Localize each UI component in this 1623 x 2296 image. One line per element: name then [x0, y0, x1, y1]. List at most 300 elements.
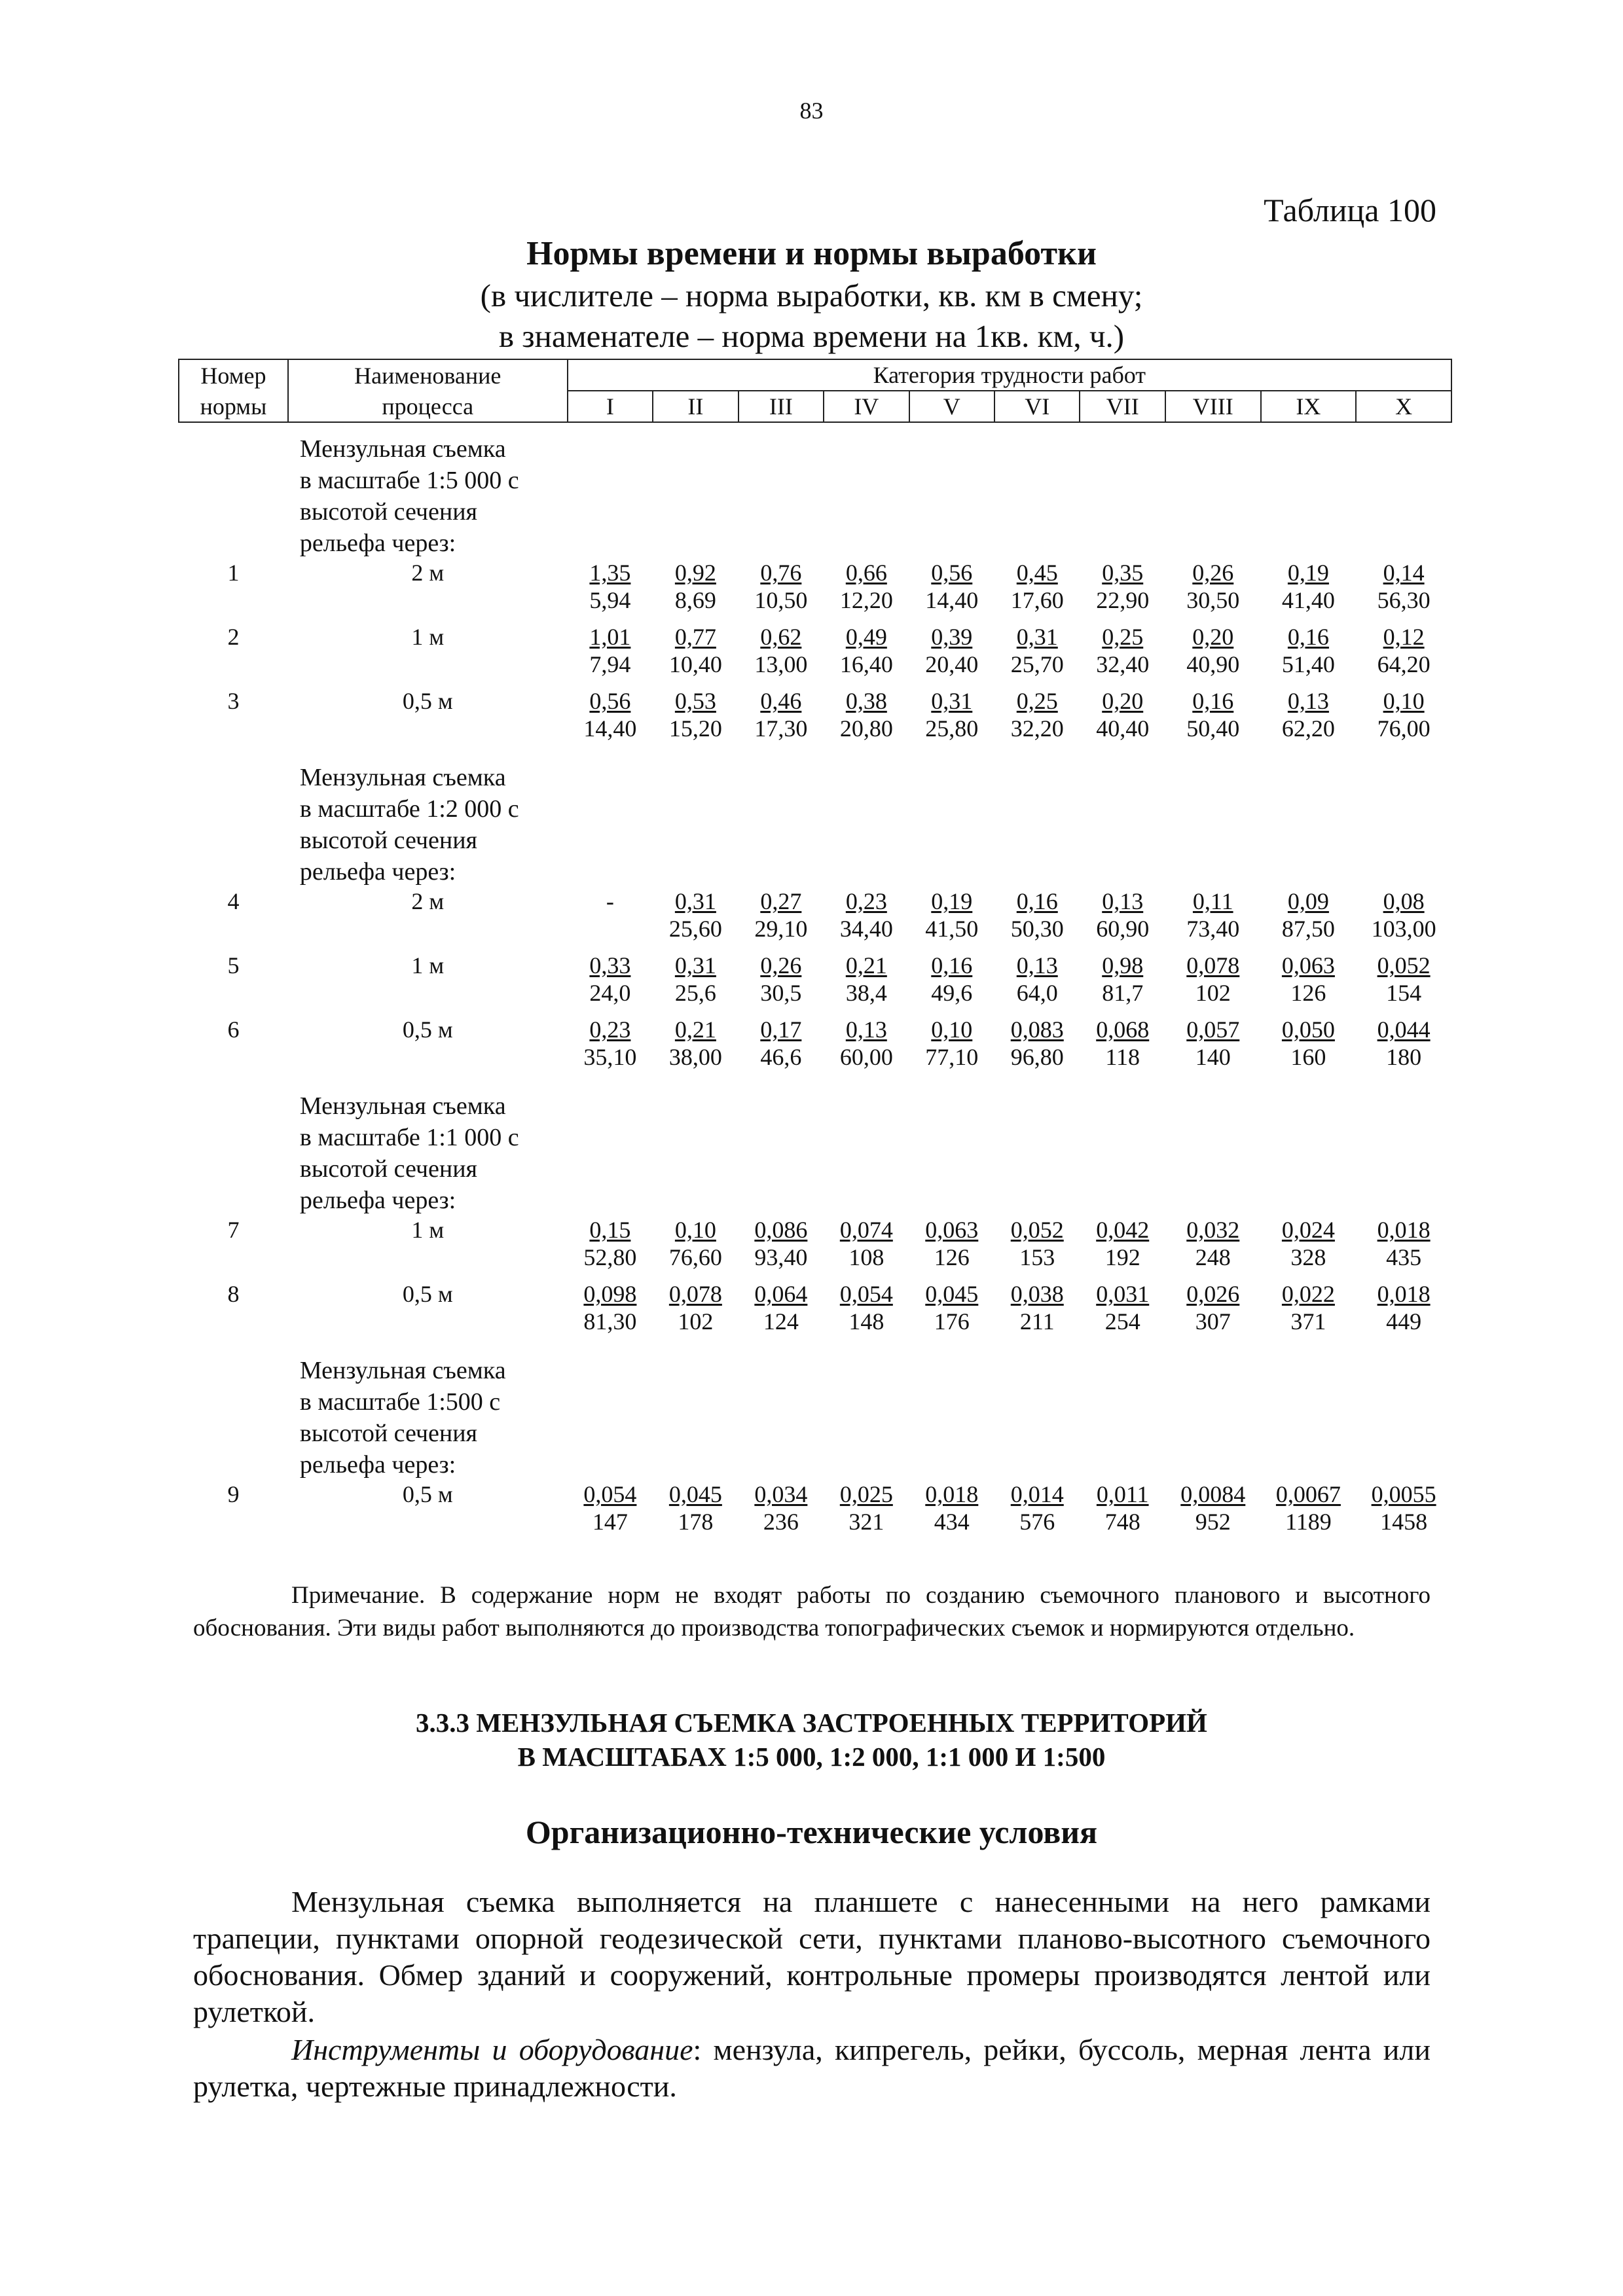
- table-row: [179, 623, 1451, 687]
- fraction: [1186, 888, 1239, 942]
- output-norm: 0,38: [845, 688, 887, 714]
- time-norm: 102: [678, 1308, 714, 1335]
- output-norm: 0,054: [583, 1481, 637, 1507]
- time-norm: 126: [934, 1244, 970, 1270]
- output-norm: 0,086: [754, 1217, 808, 1243]
- time-norm: 81,7: [1102, 980, 1144, 1006]
- value-cell: [824, 888, 909, 952]
- value-cell: [653, 1280, 738, 1344]
- fraction: [606, 888, 614, 915]
- value-cell: [653, 623, 738, 687]
- fraction: [1011, 1280, 1064, 1335]
- output-norm: 0,39: [931, 624, 973, 650]
- output-norm: 0,063: [1281, 952, 1335, 978]
- norm-number: 2: [227, 624, 240, 650]
- output-norm: 0,76: [760, 560, 802, 586]
- fraction: [846, 952, 887, 1007]
- value-cell: [994, 1016, 1080, 1080]
- output-norm: 0,064: [754, 1281, 808, 1307]
- value-cell: [1356, 888, 1451, 952]
- group-title-line: в масштабе 1:1 000 с: [299, 1124, 519, 1151]
- output-norm: 0,19: [1287, 560, 1329, 586]
- value-cell: [739, 1280, 824, 1344]
- fraction: [754, 559, 807, 614]
- table-title-block: [0, 232, 1623, 357]
- group-title-line: в масштабе 1:5 000 с: [299, 467, 519, 494]
- output-norm: 0,022: [1281, 1281, 1335, 1307]
- header-category-10: X: [1356, 391, 1451, 422]
- header-category-3: III: [739, 391, 824, 422]
- header-category-1: I: [568, 391, 653, 422]
- fraction: [925, 1016, 978, 1071]
- value-cell: [1080, 1480, 1165, 1545]
- time-norm: 93,40: [754, 1244, 808, 1270]
- value-cell: [739, 559, 824, 623]
- output-norm: 0,044: [1377, 1016, 1431, 1043]
- fraction: [925, 1216, 978, 1271]
- value-cell: [1080, 687, 1165, 751]
- fraction: [1377, 1280, 1431, 1335]
- time-norm: 76,60: [668, 1244, 722, 1270]
- value-cell: [568, 1480, 653, 1545]
- value-cell: [568, 1280, 653, 1344]
- value-cell: [568, 623, 653, 687]
- fraction: [840, 623, 893, 678]
- value-cell: [739, 623, 824, 687]
- output-norm: 0,26: [760, 952, 802, 978]
- group-title-line: рельефа через:: [299, 1187, 456, 1214]
- output-norm: 0,026: [1186, 1281, 1240, 1307]
- group-spacer-cell: [568, 422, 1451, 559]
- table-title: Нормы времени и нормы выработки: [526, 235, 1097, 272]
- fraction: [1011, 687, 1064, 742]
- value-cell: [909, 1016, 994, 1080]
- fraction: [1186, 687, 1239, 742]
- value-cell: [824, 1016, 909, 1080]
- output-norm: 0,018: [1377, 1281, 1431, 1307]
- time-norm: 20,40: [925, 651, 979, 677]
- fraction: [754, 888, 807, 942]
- fraction: [925, 623, 978, 678]
- group-spacer-cell: [568, 751, 1451, 888]
- time-norm: 16,40: [839, 651, 893, 677]
- time-norm: 35,10: [583, 1044, 637, 1070]
- time-norm: 51,40: [1281, 651, 1335, 677]
- fraction: [1011, 1480, 1064, 1535]
- time-norm: 160: [1290, 1044, 1326, 1070]
- fraction: [1282, 687, 1335, 742]
- fraction: [754, 687, 807, 742]
- time-norm: 17,60: [1010, 587, 1064, 613]
- table-row: [179, 1480, 1451, 1545]
- fraction: [669, 687, 722, 742]
- norm-number: 9: [227, 1481, 240, 1507]
- norm-number: 4: [227, 888, 240, 914]
- output-norm: 0,011: [1096, 1481, 1149, 1507]
- value-cell: [1165, 1480, 1261, 1545]
- time-norm: 96,80: [1010, 1044, 1064, 1070]
- norm-number: 8: [227, 1281, 240, 1307]
- output-norm: 0,21: [674, 1016, 716, 1043]
- output-norm: 0,16: [1016, 888, 1058, 914]
- value-cell: [1356, 687, 1451, 751]
- output-norm: 0,66: [845, 560, 887, 586]
- group-title-line: рельефа через:: [299, 1451, 456, 1479]
- output-norm: 0,052: [1010, 1217, 1064, 1243]
- value-cell: [739, 888, 824, 952]
- fraction: [1096, 1280, 1149, 1335]
- time-norm: 24,0: [589, 980, 631, 1006]
- fraction: [669, 1280, 722, 1335]
- time-norm: 56,30: [1377, 587, 1431, 613]
- output-norm: 0,042: [1096, 1217, 1150, 1243]
- output-norm: 1,01: [589, 624, 631, 650]
- value-cell: [824, 952, 909, 1016]
- value-cell: [1356, 623, 1451, 687]
- group-title: [288, 751, 568, 888]
- time-norm: 15,20: [668, 715, 722, 742]
- fraction: [754, 1216, 807, 1271]
- value-cell: [1080, 888, 1165, 952]
- fraction: [1377, 1016, 1431, 1071]
- time-norm: 108: [848, 1244, 884, 1270]
- value-cell: [1080, 952, 1165, 1016]
- output-norm: 1,35: [589, 560, 631, 586]
- value-cell: [1261, 1480, 1357, 1545]
- value-cell: [653, 1216, 738, 1280]
- table-row: [179, 1016, 1451, 1080]
- time-norm: 435: [1386, 1244, 1422, 1270]
- value-cell: [994, 687, 1080, 751]
- output-norm: 0,0067: [1275, 1481, 1341, 1507]
- group-num-cell: [179, 1344, 288, 1480]
- output-norm: 0,35: [1102, 560, 1144, 586]
- value-cell: [994, 1480, 1080, 1545]
- time-norm: 29,10: [754, 916, 808, 942]
- value-cell: [909, 1216, 994, 1280]
- output-norm: 0,45: [1016, 560, 1058, 586]
- fraction: [583, 687, 636, 742]
- norm-number: 3: [227, 688, 240, 714]
- group-num-cell: [179, 751, 288, 888]
- value-cell: [1165, 1216, 1261, 1280]
- norm-number: 7: [227, 1217, 240, 1243]
- time-norm: 5,94: [589, 587, 631, 613]
- output-norm: 0,068: [1096, 1016, 1150, 1043]
- header-name-bottom: процесса: [288, 391, 568, 422]
- output-norm: 0,098: [583, 1281, 637, 1307]
- fraction: [754, 1480, 807, 1535]
- time-norm: 30,50: [1186, 587, 1240, 613]
- fraction: [840, 1280, 893, 1335]
- value-cell: [1261, 623, 1357, 687]
- value-cell: [1165, 1280, 1261, 1344]
- output-norm: 0,025: [839, 1481, 893, 1507]
- fraction: [1282, 623, 1335, 678]
- time-norm: 73,40: [1186, 916, 1240, 942]
- paragraph-1: Мензульная съемка выполняется на планшете с нанесенными на него рамками трапеции, пунктами опорной геодезической сети, пунктами планово-высотного съемочного обоснования. Обмер зданий и сооружений, контрольные промеры производятся лентой или рулеткой.: [193, 1885, 1431, 2028]
- fraction: [1102, 952, 1143, 1007]
- time-norm: 64,20: [1377, 651, 1431, 677]
- output-norm: 0,20: [1102, 688, 1144, 714]
- output-norm: 0,16: [1287, 624, 1329, 650]
- value-cell: [1080, 1280, 1165, 1344]
- value-cell: [739, 952, 824, 1016]
- table-note: Примечание. В содержание норм не входят работы по созданию съемочного планового и высотного обоснования. Эти виды работ выполняются до производства топографических съемок и нормируются отдельно.: [193, 1582, 1431, 1641]
- output-norm: 0,10: [931, 1016, 973, 1043]
- output-norm: 0,31: [1016, 624, 1058, 650]
- header-category-7: VII: [1080, 391, 1165, 422]
- fraction: [1377, 687, 1431, 742]
- output-norm: 0,045: [925, 1281, 979, 1307]
- time-norm: 148: [848, 1308, 884, 1335]
- group-spacer-cell: [568, 1080, 1451, 1216]
- fraction: [583, 1016, 636, 1071]
- output-norm: 0,14: [1383, 560, 1425, 586]
- output-norm: 0,083: [1010, 1016, 1064, 1043]
- table-row: [179, 559, 1451, 623]
- fraction: [931, 952, 972, 1007]
- fraction: [1377, 1216, 1431, 1271]
- fraction: [1186, 1016, 1239, 1071]
- output-norm: 0,27: [760, 888, 802, 914]
- fraction: [1282, 952, 1335, 1007]
- fraction: [840, 1480, 893, 1535]
- time-norm: 14,40: [925, 587, 979, 613]
- time-norm: 180: [1386, 1044, 1422, 1070]
- time-norm: 38,4: [845, 980, 887, 1006]
- value-cell: [994, 623, 1080, 687]
- value-cell: [909, 623, 994, 687]
- value-cell: [1261, 559, 1357, 623]
- time-norm: 254: [1104, 1308, 1140, 1335]
- norm-number: 5: [227, 952, 240, 978]
- fraction: [1011, 1216, 1064, 1271]
- value-cell: [1165, 559, 1261, 623]
- value-cell: [1356, 1016, 1451, 1080]
- time-norm: 449: [1386, 1308, 1422, 1335]
- output-norm: 0,063: [925, 1217, 979, 1243]
- value-cell: [1080, 559, 1165, 623]
- output-norm: 0,11: [1192, 888, 1233, 914]
- output-norm: 0,31: [674, 888, 716, 914]
- group-num-cell: [179, 1080, 288, 1216]
- output-norm: 0,0084: [1180, 1481, 1246, 1507]
- fraction: [1186, 623, 1239, 678]
- value-cell: [568, 952, 653, 1016]
- value-cell: [739, 1016, 824, 1080]
- output-norm: 0,23: [589, 1016, 631, 1043]
- fraction: [1011, 559, 1064, 614]
- time-norm: 7,94: [589, 651, 631, 677]
- output-norm: 0,13: [845, 1016, 887, 1043]
- output-norm: 0,09: [1287, 888, 1329, 914]
- norm-number: 1: [227, 560, 240, 586]
- group-title-row: [179, 422, 1451, 559]
- output-norm: 0,21: [845, 952, 887, 978]
- value-cell: [568, 559, 653, 623]
- norms-table: [178, 359, 1452, 1545]
- time-norm: 64,0: [1016, 980, 1058, 1006]
- output-norm: 0,024: [1281, 1217, 1335, 1243]
- time-norm: 40,90: [1186, 651, 1240, 677]
- header-category-8: VIII: [1165, 391, 1261, 422]
- value-cell: [909, 1480, 994, 1545]
- output-norm: 0,56: [589, 688, 631, 714]
- fraction: [1186, 1216, 1239, 1271]
- value-cell: [1356, 1216, 1451, 1280]
- group-title-line: в масштабе 1:500 с: [299, 1388, 501, 1416]
- time-norm: 10,50: [754, 587, 808, 613]
- time-norm: 8,69: [674, 587, 716, 613]
- header-name-top: Наименование: [288, 359, 568, 391]
- group-title-line: Мензульная съемка: [299, 764, 506, 791]
- process-name: 0,5 м: [402, 1281, 453, 1307]
- fraction: [1186, 1280, 1239, 1335]
- time-norm: 1189: [1285, 1509, 1332, 1535]
- fraction: [1282, 888, 1335, 942]
- table-row: [179, 952, 1451, 1016]
- fraction: [1372, 1480, 1436, 1535]
- group-title-line: высотой сечения: [299, 498, 478, 526]
- fraction: [840, 888, 893, 942]
- value-cell: [1261, 952, 1357, 1016]
- output-norm: 0,078: [1186, 952, 1240, 978]
- time-norm: 87,50: [1281, 916, 1335, 942]
- time-norm: 17,30: [754, 715, 808, 742]
- value-cell: [1261, 1280, 1357, 1344]
- value-cell: [994, 1216, 1080, 1280]
- fraction: [925, 687, 978, 742]
- value-cell: [568, 1016, 653, 1080]
- fraction: [1011, 623, 1064, 678]
- fraction: [1180, 1480, 1245, 1535]
- paragraph-2: [193, 2032, 1431, 2105]
- group-spacer-cell: [568, 1344, 1451, 1480]
- group-title: [288, 1080, 568, 1216]
- value-cell: [994, 952, 1080, 1016]
- value-cell: [1261, 1016, 1357, 1080]
- time-norm: 12,20: [839, 587, 893, 613]
- value-cell: [994, 559, 1080, 623]
- output-norm: 0,032: [1186, 1217, 1240, 1243]
- fraction: [1096, 687, 1149, 742]
- time-norm: 32,40: [1096, 651, 1150, 677]
- fraction: [589, 623, 630, 678]
- fraction: [1097, 1480, 1149, 1535]
- time-norm: 25,6: [674, 980, 716, 1006]
- fraction: [925, 888, 978, 942]
- fraction: [583, 1216, 636, 1271]
- output-norm: 0,052: [1377, 952, 1431, 978]
- time-norm: 77,10: [925, 1044, 979, 1070]
- fraction: [925, 559, 978, 614]
- time-norm: 248: [1195, 1244, 1231, 1270]
- fraction: [925, 1480, 978, 1535]
- fraction: [1377, 952, 1431, 1007]
- time-norm: 25,70: [1010, 651, 1064, 677]
- time-norm: 118: [1105, 1044, 1140, 1070]
- time-norm: 52,80: [583, 1244, 637, 1270]
- table-row: [179, 888, 1451, 952]
- output-norm: 0,018: [925, 1481, 979, 1507]
- fraction: [1096, 623, 1149, 678]
- fraction: [840, 559, 893, 614]
- time-norm: 60,90: [1096, 916, 1150, 942]
- time-norm: 153: [1019, 1244, 1055, 1270]
- time-norm: 748: [1104, 1509, 1140, 1535]
- time-norm: 154: [1386, 980, 1422, 1006]
- output-norm: 0,0055: [1371, 1481, 1436, 1507]
- fraction: [1276, 1480, 1341, 1535]
- fraction: [1372, 888, 1436, 942]
- output-norm: 0,46: [760, 688, 802, 714]
- value-cell: [1356, 559, 1451, 623]
- section-heading-line2: В МАСШТАБАХ 1:5 000, 1:2 000, 1:1 000 И 1:500: [517, 1742, 1106, 1772]
- time-norm: 10,40: [668, 651, 722, 677]
- process-name: 0,5 м: [402, 688, 453, 714]
- value-cell: [1165, 952, 1261, 1016]
- group-title-line: рельефа через:: [299, 529, 456, 557]
- group-title: [288, 1344, 568, 1480]
- time-norm: 371: [1290, 1308, 1326, 1335]
- output-norm: 0,49: [845, 624, 887, 650]
- time-norm: 46,6: [760, 1044, 802, 1070]
- fraction: [1186, 559, 1239, 614]
- value-cell: [1165, 623, 1261, 687]
- output-norm: 0,057: [1186, 1016, 1240, 1043]
- value-cell: [1261, 888, 1357, 952]
- group-title-line: Мензульная съемка: [299, 1357, 506, 1384]
- fraction: [760, 952, 801, 1007]
- value-cell: [653, 1480, 738, 1545]
- group-title-line: высотой сечения: [299, 827, 478, 854]
- header-category-2: II: [653, 391, 738, 422]
- output-norm: 0,050: [1281, 1016, 1335, 1043]
- process-name: 1 м: [411, 952, 445, 978]
- value-cell: [1261, 687, 1357, 751]
- output-norm: 0,31: [931, 688, 973, 714]
- norm-number: 6: [227, 1016, 240, 1043]
- output-norm: 0,045: [668, 1481, 722, 1507]
- value-cell: [568, 888, 653, 952]
- time-norm: 41,50: [925, 916, 979, 942]
- output-norm: 0,014: [1010, 1481, 1064, 1507]
- time-norm: 32,20: [1010, 715, 1064, 742]
- output-norm: 0,13: [1016, 952, 1058, 978]
- time-norm: 25,60: [668, 916, 722, 942]
- time-norm: 321: [848, 1509, 884, 1535]
- output-norm: 0,19: [931, 888, 973, 914]
- value-cell: [1356, 952, 1451, 1016]
- output-norm: 0,074: [839, 1217, 893, 1243]
- time-norm: 30,5: [760, 980, 802, 1006]
- fraction: [669, 1016, 722, 1071]
- group-title-line: Мензульная съемка: [299, 435, 506, 463]
- output-norm: 0,12: [1383, 624, 1425, 650]
- process-name: 1 м: [411, 1217, 445, 1243]
- value-cell: [653, 888, 738, 952]
- time-norm: 328: [1290, 1244, 1326, 1270]
- value-cell: [1165, 687, 1261, 751]
- group-title-line: высотой сечения: [299, 1420, 478, 1447]
- fraction: [1282, 559, 1335, 614]
- output-norm: 0,038: [1010, 1281, 1064, 1307]
- value-cell: [909, 687, 994, 751]
- fraction: [1017, 952, 1058, 1007]
- header-num-top: Номер: [179, 359, 288, 391]
- time-norm: 20,80: [839, 715, 893, 742]
